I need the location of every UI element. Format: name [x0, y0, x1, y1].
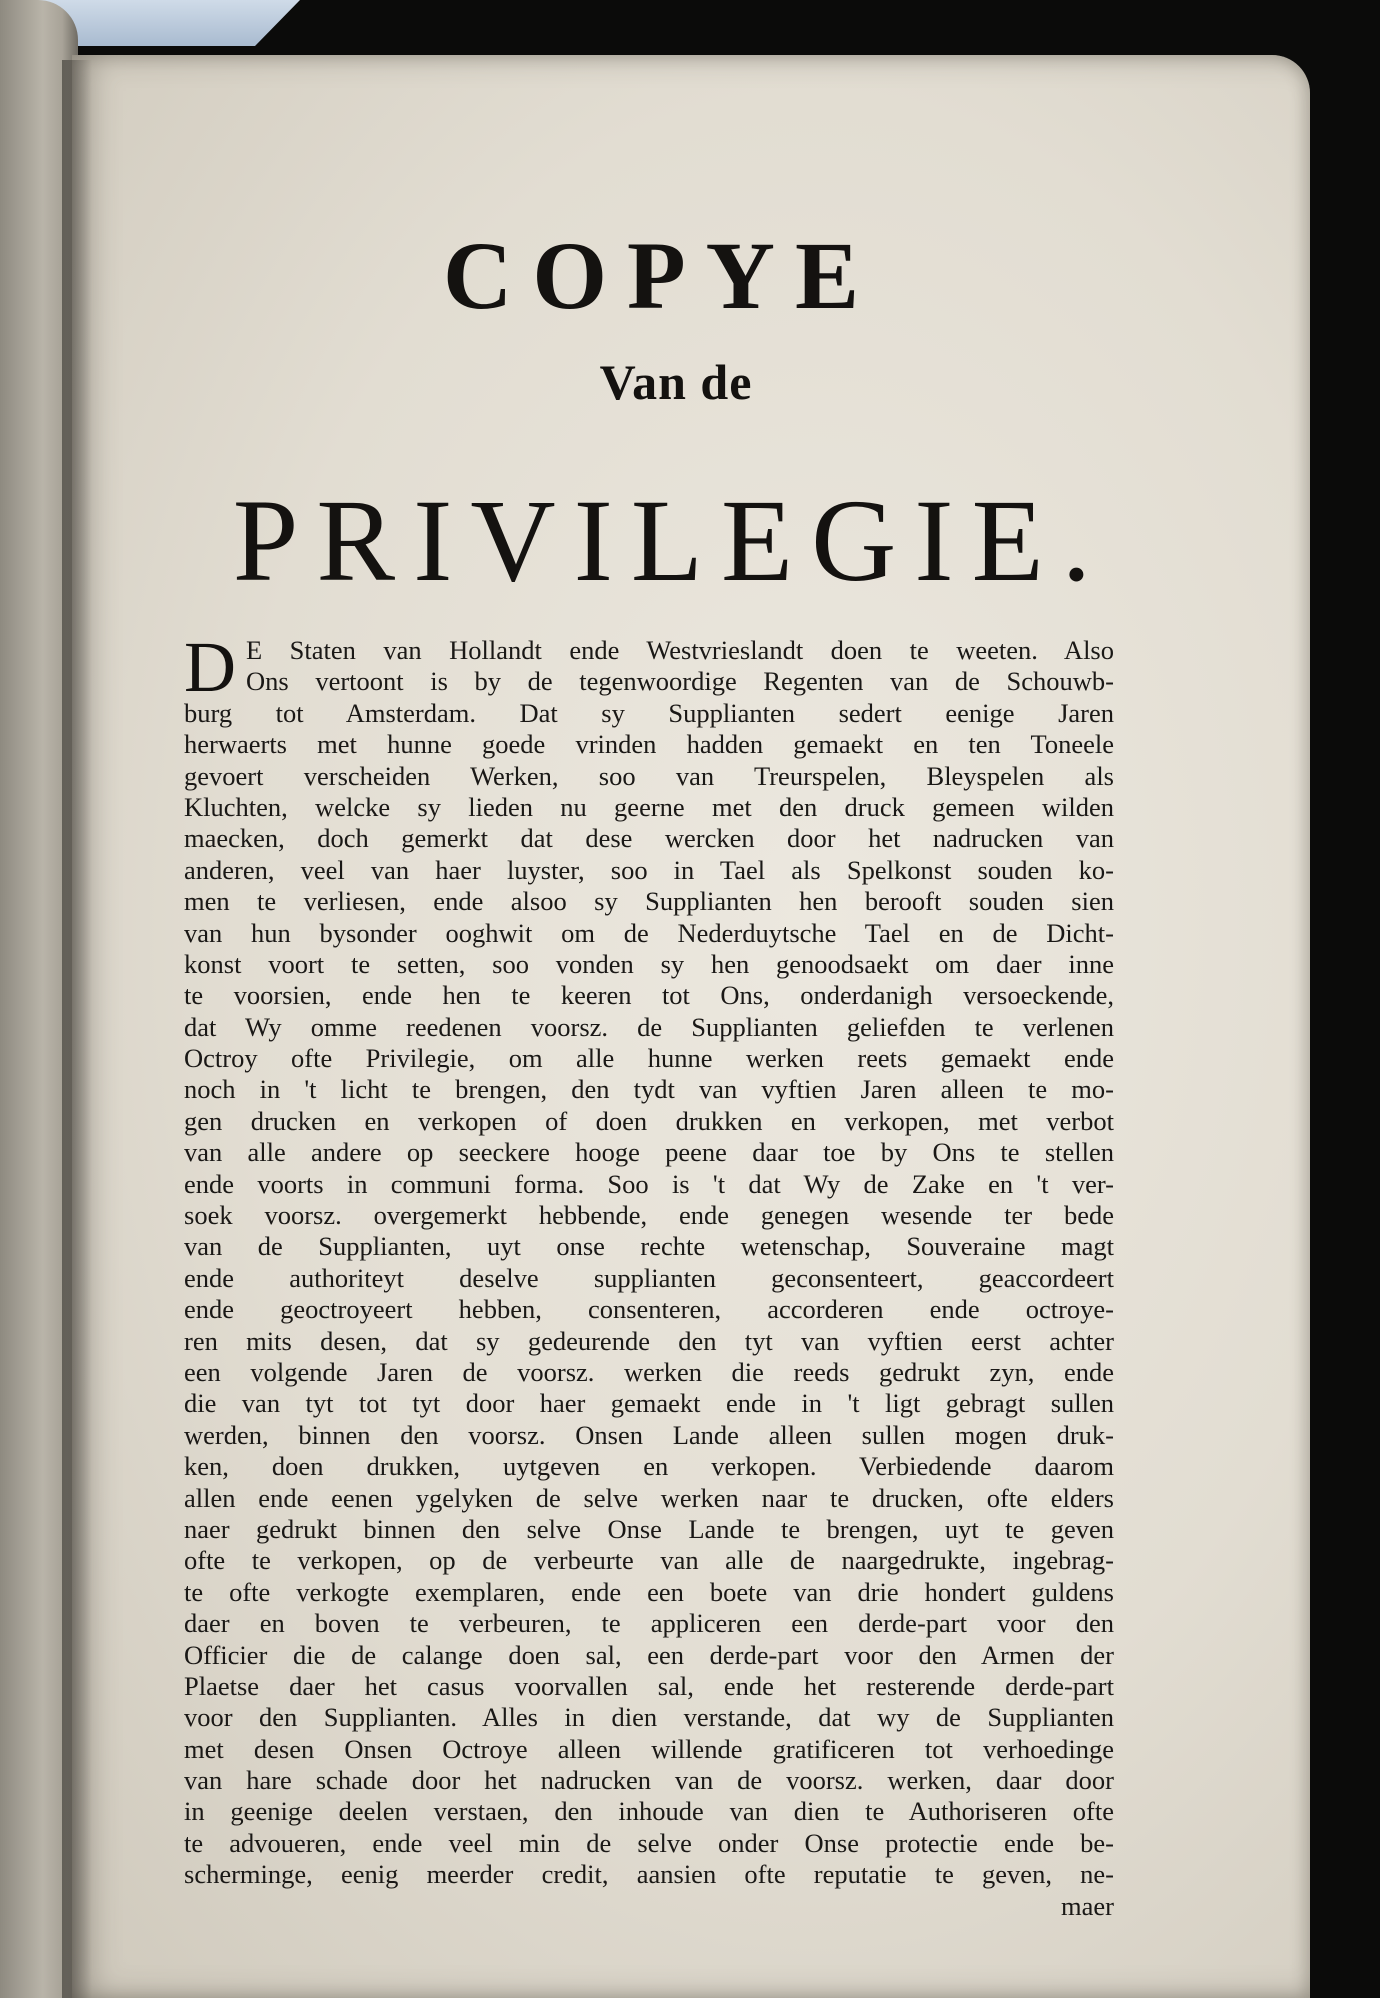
- privilege-text: [184, 627, 1114, 1922]
- text-line: die van tyt tot tyt door haer gemaekt ende in 't ligt gebragt sullen: [184, 1388, 1114, 1419]
- text-line: noch in 't licht te brengen, den tydt van vyftien Jaren alleen te mo-: [184, 1074, 1114, 1105]
- text-line: ende geoctroyeert hebben, consenteren, accorderen ende octroye-: [184, 1294, 1114, 1325]
- text-line: E Staten van Hollandt ende Westvrieslandt doen te weeten. Also: [246, 635, 1114, 665]
- text-line: Plaetse daer het casus voorvallen sal, ende het resterende derde-part: [184, 1670, 1114, 1701]
- text-line: te advoueren, ende veel min de selve onder Onse protectie ende be-: [184, 1827, 1114, 1858]
- text-line: Officier die de calange doen sal, een derde-part voor den Armen der: [184, 1639, 1114, 1670]
- page-subtitle: Van de: [599, 354, 753, 410]
- text-line: naer gedrukt binnen den selve Onse Lande te brengen, uyt te geven: [184, 1513, 1114, 1544]
- text-line: anderen, veel van haer luyster, soo in Tael als Spelkonst souden ko-: [184, 854, 1114, 885]
- text-line: te voorsien, ende hen te keeren tot Ons, onderdanigh versoeckende,: [184, 980, 1114, 1011]
- text-line: ren mits desen, dat sy gedeurende den tyt van vyftien eerst achter: [184, 1325, 1114, 1356]
- page-title: COPYE: [443, 222, 879, 329]
- text-line: ofte te verkopen, op de verbeurte van alle de naargedrukte, ingebrag-: [184, 1545, 1114, 1576]
- main-heading: PRIVILEGIE.: [232, 475, 1110, 606]
- book-page: [72, 55, 1310, 1998]
- catchword: maer: [1061, 1890, 1114, 1921]
- text-line: in geenige deelen verstaen, den inhoude van dien te Authoriseren ofte: [184, 1796, 1114, 1827]
- text-line: gevoert verscheiden Werken, soo van Treurspelen, Bleyspelen als: [184, 760, 1114, 791]
- text-line: konst voort te setten, soo vonden sy hen genoodsaekt om daer inne: [184, 948, 1114, 979]
- text-line: ken, doen drukken, uytgeven en verkopen. Verbiedende daarom: [184, 1451, 1114, 1482]
- text-line: maecken, doch gemerkt dat dese wercken door het nadrucken van: [184, 823, 1114, 854]
- text-line: werden, binnen den voorsz. Onsen Lande alleen sullen mogen druk-: [184, 1419, 1114, 1450]
- text-line: Ons vertoont is by de tegenwoordige Regenten van de Schouwb-: [246, 666, 1114, 697]
- spine-shadow: [62, 60, 92, 1998]
- text-line: van hun bysonder ooghwit om de Nederduytsche Tael en de Dicht-: [184, 917, 1114, 948]
- text-line: van alle andere op seeckere hooge peene daar toe by Ons te stellen: [184, 1137, 1114, 1168]
- text-line: Kluchten, welcke sy lieden nu geerne met den druck gemeen wilden: [184, 791, 1114, 822]
- text-line: dat Wy omme reedenen voorsz. de Supplianten geliefden te verlenen: [184, 1011, 1114, 1042]
- text-line: een volgende Jaren de voorsz. werken die reeds gedrukt zyn, ende: [184, 1356, 1114, 1387]
- text-line: met desen Onsen Octroye alleen willende gratificeren tot verhoedinge: [184, 1733, 1114, 1764]
- text-line: van hare schade door het nadrucken van de voorsz. werken, daar door: [184, 1765, 1114, 1796]
- text-line: soek voorsz. overgemerkt hebbende, ende genegen wesende ter bede: [184, 1200, 1114, 1231]
- text-line: voor den Supplianten. Alles in dien verstande, dat wy de Supplianten: [184, 1702, 1114, 1733]
- text-line: te ofte verkogte exemplaren, ende een boete van drie hondert guldens: [184, 1576, 1114, 1607]
- text-line: van de Supplianten, uyt onse rechte wetenschap, Souveraine magt: [184, 1231, 1114, 1262]
- text-line: Octroy ofte Privilegie, om alle hunne werken reets gemaekt ende: [184, 1043, 1114, 1074]
- text-line: ende authoriteyt deselve supplianten geconsenteert, geaccordeert: [184, 1262, 1114, 1293]
- text-line: herwaerts met hunne goede vrinden hadden gemaekt en ten Toneele: [184, 729, 1114, 760]
- text-line: daer en boven te verbeuren, te appliceren een derde-part voor den: [184, 1608, 1114, 1639]
- text-line: allen ende eenen ygelyken de selve werken naar te drucken, ofte elders: [184, 1482, 1114, 1513]
- text-line: ende voorts in communi forma. Soo is 't dat Wy de Zake en 't ver-: [184, 1168, 1114, 1199]
- text-line: gen drucken en verkopen of doen drukken en verkopen, met verbot: [184, 1105, 1114, 1136]
- drop-capital: D: [184, 627, 236, 707]
- text-line: scherminge, eenig meerder credit, aansien ofte reputatie te geven, ne-: [184, 1859, 1114, 1890]
- text-line: men te verliesen, ende alsoo sy Supplianten hen berooft souden sien: [184, 886, 1114, 917]
- text-line: burg tot Amsterdam. Dat sy Supplianten sedert eenige Jaren: [184, 697, 1114, 728]
